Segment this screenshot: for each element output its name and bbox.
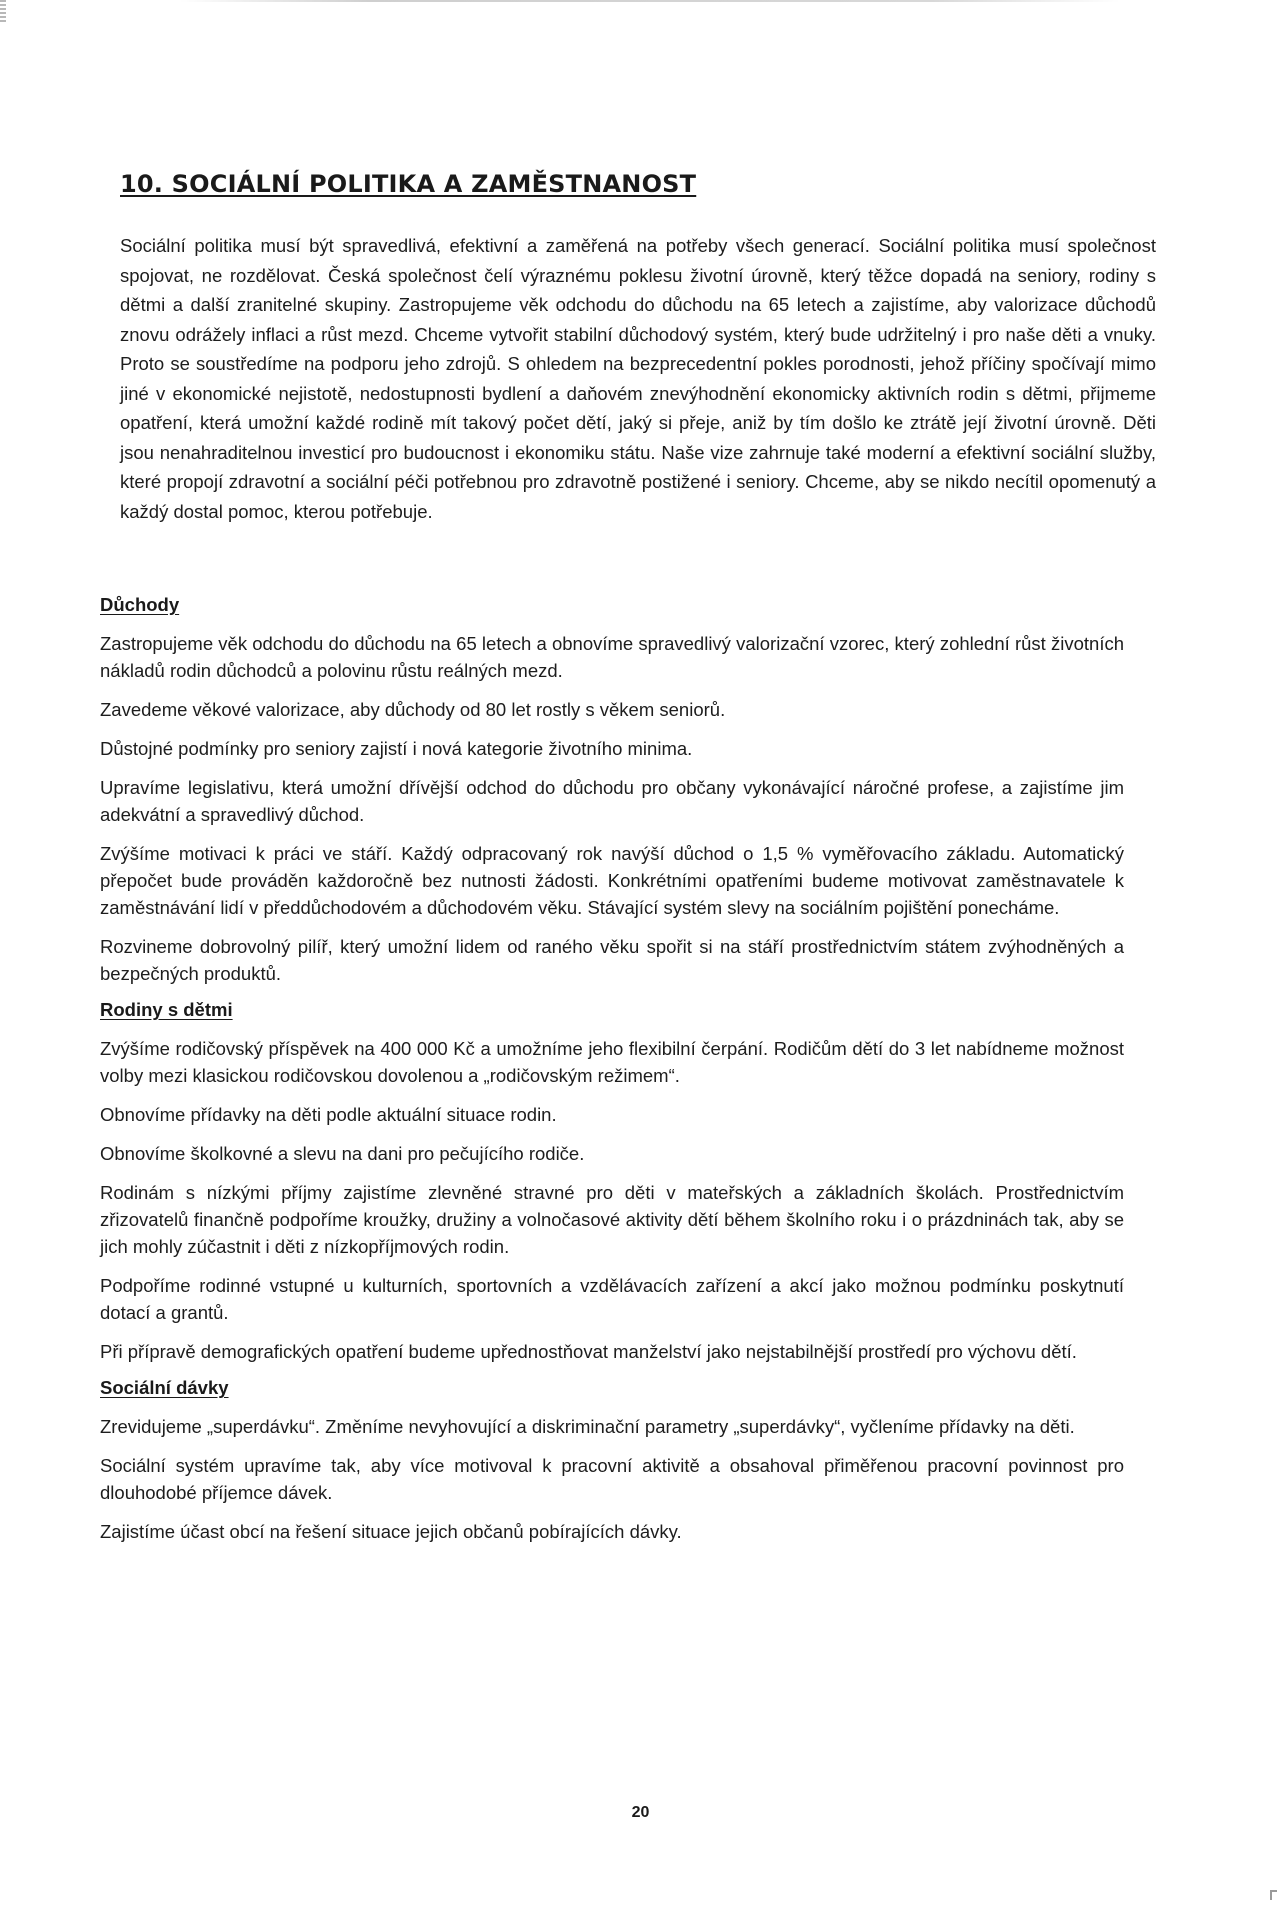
section-social-benefits — [100, 1377, 1160, 1545]
pensions-paragraph-6: Rozvineme dobrovolný pilíř, který umožní lidem od raného věku spořit si na stáří prostřednictvím státem zvýhodněných a bezpečných produktů. — [100, 936, 1124, 984]
families-paragraph-3: Obnovíme školkovné a slevu na dani pro pečujícího rodiče. — [100, 1143, 585, 1164]
section-title-pensions: Důchody — [100, 594, 180, 615]
section-title-social-benefits: Sociální dávky — [100, 1377, 229, 1398]
page-number: 20 — [631, 1804, 650, 1821]
pensions-paragraph-3: Důstojné podmínky pro seniory zajistí i nová kategorie životního minima. — [100, 738, 693, 759]
section-families — [100, 999, 1160, 1365]
scan-edge-mark — [0, 0, 6, 22]
benefits-paragraph-1: Zrevidujeme „superdávku“. Změníme nevyhovující a diskriminační parametry „superdávky“, vyčleníme přídavky na děti. — [100, 1416, 1075, 1437]
families-paragraph-6: Při přípravě demografických opatření budeme upřednostňovat manželství jako nejstabilnější prostředí pro výchovu dětí. — [100, 1341, 1077, 1362]
families-paragraph-4: Rodinám s nízkými příjmy zajistíme zlevněné stravné pro děti v mateřských a základních školách. Prostřednictvím zřizovatelů finančně podpoříme kroužky, družiny a volnočasové aktivity dětí během školního roku i o prázdninách tak, aby se jich mohly zúčastnit i děti z nízkopříjmových rodin. — [100, 1182, 1124, 1257]
benefits-paragraph-3: Zajistíme účast obcí na řešení situace jejich občanů pobírajících dávky. — [100, 1521, 682, 1542]
pensions-paragraph-1: Zastropujeme věk odchodu do důchodu na 65 letech a obnovíme spravedlivý valorizační vzorec, který zohlední růst životních nákladů rodin důchodců a polovinu růstu reálných mezd. — [100, 633, 1124, 681]
scan-corner-mark — [1270, 1890, 1277, 1900]
pensions-paragraph-5: Zvýšíme motivaci k práci ve stáří. Každý odpracovaný rok navýší důchod o 1,5 % vyměřovacího základu. Automatický přepočet bude prováděn každoročně bez nutnosti žádosti. Konkrétními opatřeními budeme motivovat zaměstnavatele k zaměstnávání lidí v předdůchodovém a důchodovém věku. Stávající systém slevy na sociálním pojištění ponecháme. — [100, 843, 1124, 918]
section-title-families: Rodiny s dětmi — [100, 999, 233, 1020]
pensions-paragraph-4: Upravíme legislativu, která umožní dřívější odchod do důchodu pro občany vykonávající náročné profese, a zajistíme jim adekvátní a spravedlivý důchod. — [100, 777, 1124, 825]
section-pensions — [100, 594, 1160, 987]
families-paragraph-2: Obnovíme přídavky na děti podle aktuální situace rodin. — [100, 1104, 557, 1125]
page-content — [100, 170, 1160, 1557]
families-paragraph-5: Podpoříme rodinné vstupné u kulturních, sportovních a vzdělávacích zařízení a akcí jako možnou podmínku poskytnutí dotací a grantů. — [100, 1275, 1124, 1323]
intro-paragraph: Sociální politika musí být spravedlivá, efektivní a zaměřená na potřeby všech generací. Sociální politika musí společnost spojovat, ne rozdělovat. Česká společnost čelí výraznému poklesu životní úrovně, který těžce dopadá na seniory, rodiny s dětmi a další zranitelné skupiny. Zastropujeme věk odchodu do důchodu na 65 letech a zajistíme, aby valorizace důchodů znovu odrážely inflaci a růst mezd. Chceme vytvořit stabilní důchodový systém, který bude udržitelný i pro naše děti a vnuky. Proto se soustředíme na podporu jeho zdrojů. S ohledem na bezprecedentní pokles porodnosti, jehož příčiny spočívají mimo jiné v ekonomické nejistotě, nedostupnosti bydlení a daňovém znevýhodnění ekonomicky aktivních rodin s dětmi, přijmeme opatření, která umožní každé rodině mít takový počet dětí, jaký si přeje, aniž by tím došlo ke ztrátě její životní úrovně. Děti jsou nenahraditelnou investicí pro budoucnost i ekonomiku státu. Naše vize zahrnuje také moderní a efektivní sociální služby, které propojí zdravotní a sociální péči potřebnou pro zdravotně postižené i seniory. Chceme, aby se nikdo necítil opomenutý a každý dostal pomoc, kterou potřebuje. — [120, 235, 1156, 522]
benefits-paragraph-2: Sociální systém upravíme tak, aby více motivoval k pracovní aktivitě a obsahoval přiměřenou pracovní povinnost pro dlouhodobé příjemce dávek. — [100, 1455, 1124, 1503]
scan-top-shadow — [180, 0, 1120, 2]
families-paragraph-1: Zvýšíme rodičovský příspěvek na 400 000 Kč a umožníme jeho flexibilní čerpání. Rodičům dětí do 3 let nabídneme možnost volby mezi klasickou rodičovskou dovolenou a „rodičovským režimem“. — [100, 1038, 1124, 1086]
pensions-paragraph-2: Zavedeme věkové valorizace, aby důchody od 80 let rostly s věkem seniorů. — [100, 699, 726, 720]
chapter-title: 10. SOCIÁLNÍ POLITIKA A ZAMĚSTNANOST — [120, 170, 697, 198]
